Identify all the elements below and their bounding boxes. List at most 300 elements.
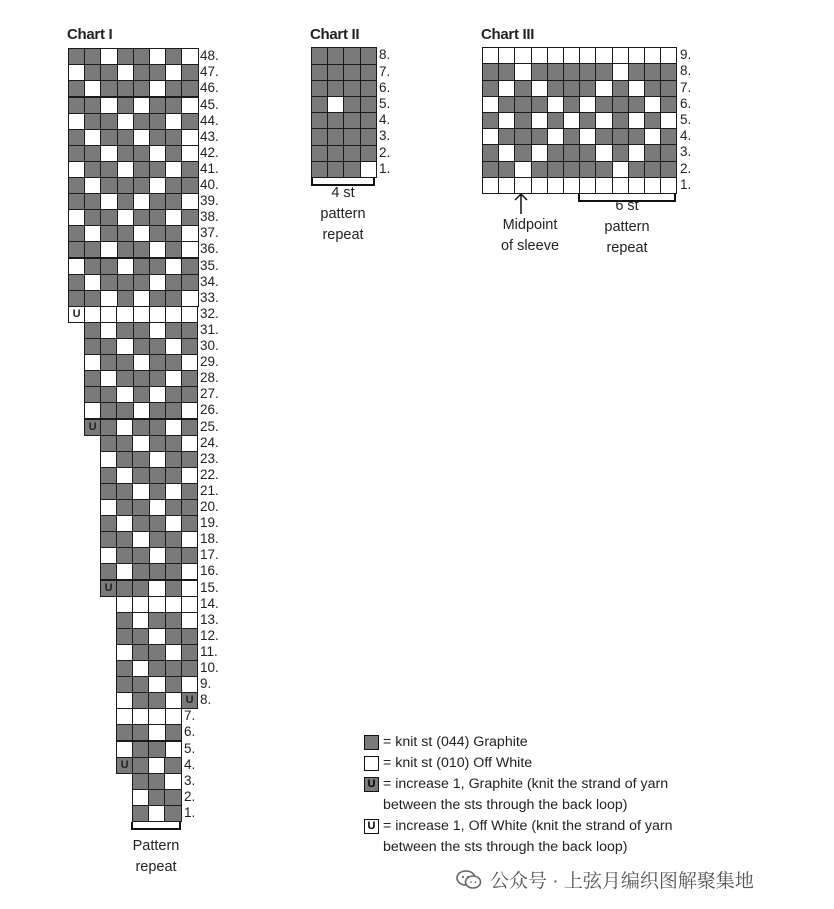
chart-cell [327,128,344,145]
chart-cell [165,547,182,564]
chart-cell [547,63,564,80]
chart-cell [327,145,344,162]
chart-cell [132,644,149,661]
chart-cell [149,499,166,516]
chart-cell [514,144,531,161]
chart-cell [165,515,182,532]
row-number: 27. [200,386,219,402]
chart-cell [563,63,580,80]
chart-cell [133,290,150,307]
chart-cell [116,386,133,403]
row-number: 45. [200,96,219,112]
chart-cell [100,531,117,548]
chart-cell [133,97,150,114]
increase-cell: U [116,757,133,774]
chart-cell [132,708,149,725]
chart-cell [165,354,182,371]
chart-cell [84,241,101,258]
chart-cell [181,80,198,97]
chart-cell [181,660,198,677]
row-number: 35. [200,257,219,273]
chart-cell [68,225,85,242]
chart-cell [148,612,165,629]
chart-cell [660,47,677,64]
row-number: 18. [200,531,219,547]
row-number: 31. [200,321,219,337]
chart-cell [531,80,548,97]
row-number: 4. [184,756,196,772]
chart-cell [181,676,198,693]
chart-cell [148,757,165,774]
chart-cell [165,580,182,597]
chart-cell [116,515,133,532]
chart-cell [311,96,328,113]
chart-cell [116,322,133,339]
chart-cell [68,209,85,226]
chart-cell [164,805,181,822]
chart-cell [181,161,198,178]
chart-cell [482,161,499,178]
chart-cell [84,177,101,194]
chart-cell [149,113,166,130]
chart-cell [149,435,166,452]
watermark [456,866,754,893]
chart-cell [482,128,499,145]
midpoint-arrow-icon [513,192,529,214]
chart-cell [644,128,661,145]
row-number: 4. [379,112,391,128]
chart-cell [579,177,596,194]
chart-cell [68,161,85,178]
chart-cell [547,144,564,161]
chart-cell [116,338,133,355]
chart-cell [117,225,134,242]
chart-cell [181,322,198,339]
row-number: 32. [200,305,219,321]
chart-cell [360,47,377,64]
row-number: 33. [200,289,219,305]
chart-cell [117,145,134,162]
chart-cell [327,161,344,178]
chart-cell [148,644,165,661]
chart-cell [84,274,101,291]
chart-cell [343,64,360,81]
chart-cell [563,112,580,129]
chart-cell [133,402,150,419]
chart-cell [117,241,134,258]
chart-cell [132,805,149,822]
chart-cell [84,225,101,242]
chart-cell [133,64,150,81]
chart-cell [181,531,198,548]
increase-cell: U [100,580,117,597]
chart-cell [84,386,101,403]
chart-cell [100,209,117,226]
chart-cell [165,451,182,468]
chart-cell [181,580,198,597]
row-number: 28. [200,370,219,386]
chart-1-caption: Pattern repeat [132,838,180,875]
row-number: 34. [200,273,219,289]
chart-cell [149,354,166,371]
row-number: 8. [379,47,391,63]
legend-graphite-increase-text: = increase 1, Graphite (knit the strand of yarn between the sts through the back loop) [383,776,669,813]
chart-cell [660,128,677,145]
chart-cell [482,96,499,113]
chart-cell [612,144,629,161]
chart-cell [181,628,198,645]
wechat-icon [456,870,482,890]
chart-cell [165,241,182,258]
chart-cell [563,161,580,178]
chart-cell [116,644,133,661]
chart-cell [133,129,150,146]
chart-cell [132,773,149,790]
chart-cell [84,129,101,146]
row-number: 1. [379,160,391,176]
row-number: 7. [379,63,391,79]
chart-cell [132,563,149,580]
chart-cell [132,483,149,500]
chart-cell [165,531,182,548]
chart-cell [612,128,629,145]
chart-cell [628,161,645,178]
chart-cell [100,274,117,291]
chart-cell [100,451,117,468]
chart-cell [531,47,548,64]
chart-cell [660,63,677,80]
chart-cell [149,563,166,580]
chart-cell [531,177,548,194]
chart-cell [164,789,181,806]
chart-cell [149,274,166,291]
chart-cell [531,112,548,129]
chart-cell [100,322,117,339]
increase-cell: U [181,692,198,709]
chart-cell [165,274,182,291]
row-number: 40. [200,177,219,192]
row-number: 30. [200,338,219,353]
chart-cell [116,483,133,500]
chart-cell [563,47,580,64]
chart-cell [100,113,117,130]
chart-cell [84,354,101,371]
chart-cell [311,112,328,129]
chart-cell [327,96,344,113]
row-number: 25. [200,418,219,434]
chart-cell [84,402,101,419]
chart-cell [181,209,198,226]
row-number: 2. [680,160,692,176]
chart-cell [116,660,133,677]
chart-cell [612,177,629,194]
chart-cell [579,47,596,64]
chart-cell [149,451,166,468]
chart-cell [165,708,182,725]
chart-cell [181,563,198,580]
chart-cell [165,161,182,178]
chart-cell [84,80,101,97]
chart-cell [165,290,182,307]
chart-cell [579,161,596,178]
chart-cell [343,47,360,64]
chart-cell [149,80,166,97]
chart-cell [612,80,629,97]
row-number: 9. [200,676,212,692]
chart-cell [595,96,612,113]
chart-cell [343,80,360,97]
chart-cell [68,290,85,307]
chart-cell [100,48,117,65]
chart-cell [644,47,661,64]
chart-cell [133,161,150,178]
chart-cell [482,112,499,129]
chart-cell [133,209,150,226]
chart-cell [547,128,564,145]
chart-cell [117,64,134,81]
chart-cell [360,96,377,113]
chart-cell [547,161,564,178]
chart-cell [628,63,645,80]
row-number: 4. [680,128,692,144]
chart-cell [482,47,499,64]
chart-cell [116,499,133,516]
chart-cell [100,225,117,242]
chart-cell [165,676,182,693]
chart-cell [531,144,548,161]
chart-cell [612,96,629,113]
chart-cell [116,451,133,468]
chart-cell [133,193,150,210]
chart-cell [148,660,165,677]
chart-cell [181,354,198,371]
chart-cell [117,129,134,146]
chart-cell [547,80,564,97]
chart-cell [563,96,580,113]
chart-cell [133,322,150,339]
chart-cell [100,402,117,419]
chart-cell [133,48,150,65]
row-number: 8. [680,63,692,79]
chart-cell [181,370,198,387]
chart-cell [117,113,134,130]
chart-cell [165,97,182,114]
chart-cell [595,63,612,80]
chart-cell [181,402,198,419]
chart-cell [181,435,198,452]
chart-cell [343,112,360,129]
chart-cell [628,47,645,64]
chart-cell [149,483,166,500]
row-number: 38. [200,209,219,225]
chart-cell [116,580,133,597]
chart-cell [181,612,198,629]
chart-cell [100,338,117,355]
chart-cell [181,290,198,307]
chart-cell [148,580,165,597]
row-number: 3. [680,144,692,160]
chart-cell [165,370,182,387]
chart-cell [116,531,133,548]
chart-cell [181,113,198,130]
chart-cell [68,48,85,65]
chart-cell [547,96,564,113]
chart-cell [100,499,117,516]
chart-cell [595,128,612,145]
row-number: 13. [200,611,219,627]
chart-cell [68,241,85,258]
chart-cell [117,48,134,65]
chart-cell [132,515,149,532]
graphite-increase-icon: U [364,777,379,792]
row-number: 3. [184,772,196,788]
chart-cell [579,128,596,145]
chart-cell [514,80,531,97]
legend-white-increase-text: = increase 1, Off White (knit the strand of yarn between the sts through the back loop) [383,818,673,855]
chart-cell [531,63,548,80]
chart-cell [563,177,580,194]
chart-cell [68,145,85,162]
chart-cell [181,48,198,65]
row-number: 47. [200,64,219,80]
chart-cell [149,370,166,387]
chart-cell [498,80,515,97]
chart-cell [360,161,377,178]
chart-cell [311,80,328,97]
chart-cell [311,161,328,178]
chart-cell [514,112,531,129]
row-number: 42. [200,144,219,160]
chart-cell [531,128,548,145]
chart-cell [117,274,134,291]
chart-cell [132,692,149,709]
chart-2-title: Chart II [310,26,360,43]
chart-cell [181,193,198,210]
chart-cell [181,596,198,613]
chart-cell [132,596,149,613]
legend-graphite-text: = knit st (044) Graphite [383,734,528,750]
chart-cell [100,547,117,564]
chart-cell [181,129,198,146]
chart-cell [133,241,150,258]
chart-cell [165,499,182,516]
chart-cell [165,612,182,629]
chart-3-caption: 6 st pattern repeat [604,198,650,256]
chart-cell [117,258,134,275]
chart-cell [100,145,117,162]
white-square-icon [364,756,379,771]
row-number: 11. [200,643,218,659]
chart-cell [68,193,85,210]
chart-cell [68,64,85,81]
chart-cell [117,80,134,97]
legend-white-increase [364,816,673,858]
row-number: 44. [200,112,219,128]
chart-cell [181,386,198,403]
chart-cell [132,612,149,629]
chart-cell [132,757,149,774]
chart-cell [84,338,101,355]
chart-cell [149,177,166,194]
chart-cell [579,96,596,113]
chart-cell [84,113,101,130]
chart-cell [132,435,149,452]
chart-cell [84,145,101,162]
row-number: 16. [200,563,219,579]
chart-cell [117,161,134,178]
chart-cell [116,724,133,741]
chart-cell [360,80,377,97]
chart-cell [116,628,133,645]
chart-cell [181,241,198,258]
chart-cell [116,563,133,580]
chart-cell [181,547,198,564]
row-number: 5. [184,740,196,756]
chart-cell [100,64,117,81]
chart-cell [149,322,166,339]
row-number: 29. [200,354,219,370]
row-number: 46. [200,80,219,96]
chart-cell [165,177,182,194]
chart-cell [165,435,182,452]
chart-cell [133,145,150,162]
chart-cell [612,47,629,64]
chart-cell [644,144,661,161]
chart-cell [132,499,149,516]
chart-cell [84,97,101,114]
chart-cell [165,563,182,580]
chart-cell [84,48,101,65]
chart-cell [165,419,182,436]
chart-cell [311,128,328,145]
chart-cell [311,64,328,81]
chart-cell [116,419,133,436]
chart-cell [132,660,149,677]
chart-cell [644,96,661,113]
chart-cell [498,112,515,129]
row-number: 6. [379,79,391,95]
chart-cell [563,80,580,97]
chart-cell [149,129,166,146]
chart-cell [531,161,548,178]
chart-cell [181,644,198,661]
chart-cell [149,306,166,323]
row-number: 8. [200,692,212,708]
chart-cell [660,177,677,194]
chart-cell [343,145,360,162]
chart-cell [311,47,328,64]
chart-cell [132,789,149,806]
chart-cell [595,177,612,194]
chart-cell [84,161,101,178]
legend-off-white-text: = knit st (010) Off White [383,755,533,771]
chart-cell [68,113,85,130]
chart-cell [149,402,166,419]
chart-cell [68,97,85,114]
chart-cell [181,145,198,162]
chart-cell [628,177,645,194]
chart-cell [100,241,117,258]
chart-cell [148,692,165,709]
white-increase-icon: U [364,819,379,834]
chart-cell [132,724,149,741]
chart-cell [482,144,499,161]
chart-cell [149,515,166,532]
row-number: 3. [379,128,391,144]
chart-cell [100,306,117,323]
chart-cell [132,741,149,758]
chart-cell [165,741,182,758]
